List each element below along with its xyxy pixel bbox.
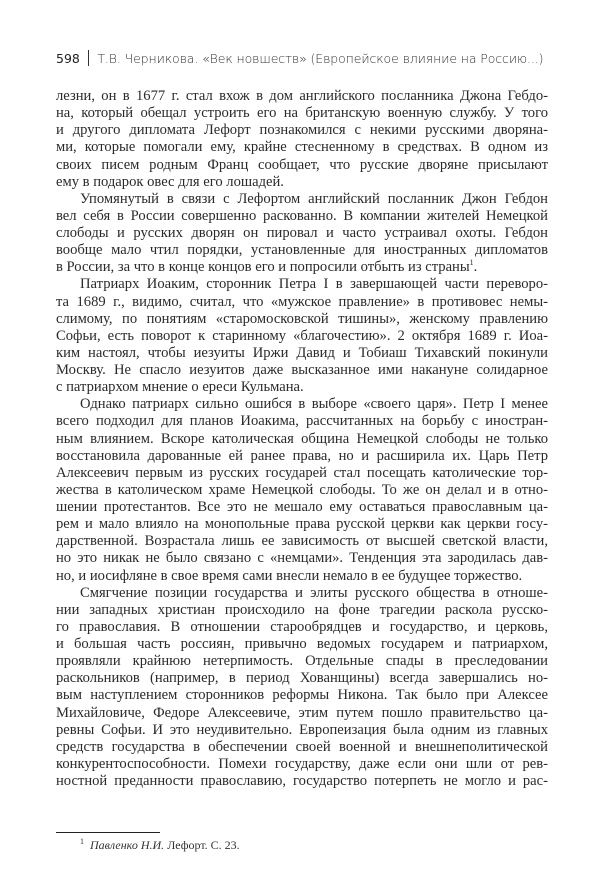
paragraph — [56, 396, 548, 584]
line-text: ми, которые помогали ему, крайне стесненному в средствах. В одном из — [56, 139, 548, 156]
text-line — [56, 602, 548, 619]
header-divider — [88, 50, 90, 66]
text-line — [56, 345, 548, 362]
text-line — [56, 276, 548, 293]
line-text: но, и иосифляне в свое время сами внесли немало в ее будущее торжество. — [56, 567, 523, 584]
text-line — [56, 431, 548, 448]
line-text: Софьи, есть поворот к старинному «благочестию». 2 октября 1689 г. Иоа- — [56, 327, 548, 344]
line-text: ным влиянием. Вскоре католическая община Немецкой слободы не только — [56, 430, 548, 447]
line-text: Михайловиче, Федоре Алексеевиче, этим путем пошло правительство ца- — [56, 704, 548, 721]
text-line — [56, 465, 548, 482]
line-text: своих писем родным Франц сообщает, что русские дворяне присылают — [56, 156, 548, 173]
text-line — [56, 482, 548, 499]
line-text: ким настоял, чтобы иезуиты Иржи Давид и Тобиаш Тихавский покинули — [56, 344, 548, 361]
line-text: на, который обещал устроить его на британскую военную службу. У того — [56, 105, 548, 122]
text-line — [56, 448, 548, 465]
line-text: раскольников (например, в период Хованщины) всегда завершались но- — [56, 670, 548, 687]
line-text: Патриарх Иоаким, сторонник Петра I в завершающей части переворо- — [80, 276, 548, 293]
line-text: та 1689 г., видимо, считал, что «мужское правление» в противовес немы- — [56, 293, 548, 310]
text-line — [56, 362, 548, 379]
line-text: и другого дипломата Лефорт познакомился с некими русскими дворяна- — [56, 122, 548, 139]
line-text: Смягчение позиции государства и элиты русского общества в отноше- — [80, 584, 548, 601]
text-line — [56, 687, 548, 704]
footnote-author: Павленко Н.И. — [90, 838, 165, 852]
line-text: Однако патриарх сильно ошибся в выборе «своего царя». Петр I менее — [80, 396, 548, 413]
line-text: дарственной. Возрастала лишь ее зависимость от высшей светской власти, — [56, 533, 548, 550]
text-line — [56, 533, 548, 550]
text-line — [56, 636, 548, 653]
text-line — [56, 191, 548, 208]
line-text: ревны Софьи. И это неудивительно. Европеизация была одним из главных — [56, 721, 548, 738]
text-line — [56, 174, 548, 191]
paragraph — [56, 276, 548, 396]
text-line — [56, 773, 548, 790]
line-text: вым наступлением сторонников реформы Никона. Так было при Алексее — [56, 687, 548, 704]
text-line — [56, 550, 548, 567]
line-text: ему в подарок овес для его лошадей. — [56, 173, 284, 190]
text-line — [56, 139, 548, 156]
text-line — [56, 653, 548, 670]
line-text: Москву. Не спасло иезуитов даже высказанное ими накануне солидарное — [56, 362, 548, 378]
line-text: и большая часть россиян, привычно ведомых государем и патриархом, — [56, 636, 548, 652]
text-line — [56, 208, 548, 225]
line-text: вел себя в России совершенно раскованно. В компании жителей Немецкой — [56, 207, 548, 224]
text-line — [56, 311, 548, 328]
text-line — [56, 294, 548, 311]
line-text: нии западных христиан происходило на фоне трагедии раскола русско- — [56, 601, 548, 618]
paragraph — [56, 585, 548, 791]
line-text: конкурентоспособности. Помехи государству, даже если они шли от рев- — [56, 755, 548, 772]
paragraph — [56, 88, 548, 191]
text-line — [56, 670, 548, 687]
line-text: лезни, он в 1677 г. стал вхож в дом английского посланника Джона Гебдо- — [56, 88, 548, 104]
line-text: Упомянутый в связи с Лефортом английский посланник Джон Гебдон — [80, 190, 548, 207]
line-text: с патриархом мнение о ереси Кульмана. — [56, 379, 304, 396]
text-line — [56, 499, 548, 516]
line-text: рем и мало влияло на монопольные права русской церкви как церкви госу- — [56, 516, 548, 533]
line-text: но это никак не было связано с «немцами». Тенденция эта зародилась дав- — [56, 550, 548, 567]
footnote-number: 1 — [80, 837, 84, 846]
text-line — [56, 722, 548, 739]
text-line — [56, 379, 548, 396]
line-text: Алексеевич первым из русских государей стал посещать католические тор- — [56, 464, 548, 481]
line-text: го православия. В отношении старообрядцев и государство, и церковь, — [56, 618, 548, 635]
footnote — [80, 838, 240, 853]
running-title: Т.В. Черникова. «Век новшеств» (Европейское влияние на Россию...) — [97, 51, 544, 66]
text-line: в России, за что в конце концов его и попросили отбыть из страны$^1$. — [56, 258, 478, 276]
line-text: ностной преданности православию, государство потерпеть не могло и рас- — [56, 773, 548, 789]
page-number: 598 — [56, 51, 80, 66]
running-header — [56, 50, 543, 66]
footnote-rule — [56, 832, 160, 833]
text-line — [56, 88, 548, 105]
line-text: восстановила дарованные ей ранее права, но и расширила их. Царь Петр — [56, 447, 548, 464]
body-text — [56, 88, 548, 790]
text-line — [56, 225, 548, 242]
text-line — [56, 122, 548, 139]
text-line — [56, 105, 548, 122]
line-text: в России, за что в конце концов его и попросили отбыть из страны — [56, 259, 470, 276]
line-text: всего подходил для планов Иоакима, рассчитанных на борьбу с иностран- — [56, 413, 548, 430]
line-text: шении протестантов. Все это не мешало ему оставаться православным ца- — [56, 499, 548, 515]
text-line — [56, 585, 548, 602]
line-text: жества в католическом храме Немецкой слободы. То же он делал и в отно- — [56, 481, 548, 498]
text-line — [56, 413, 548, 430]
footnote-reference[interactable]: 1 — [469, 258, 474, 268]
line-text: вообще мало чтил порядки, установленные для иностранных дипломатов — [56, 242, 548, 259]
line-text: средств государства в обеспечении своей военной и внешнеполитической — [56, 738, 548, 755]
line-text: проявляли крайнюю нетерпимость. Отдельные спады в преследовании — [56, 653, 548, 670]
text-line — [56, 619, 548, 636]
text-line — [56, 396, 548, 413]
text-line — [56, 705, 548, 722]
text-line — [56, 568, 548, 585]
footnote-text: Лефорт. С. 23. — [167, 838, 240, 852]
text-line — [56, 516, 548, 533]
text-line — [56, 242, 548, 259]
text-line — [56, 739, 548, 756]
text-line — [56, 328, 548, 345]
text-line — [56, 756, 548, 773]
line-text: слимому, по понятиям «старомосковской тишины», женскому правлению — [56, 310, 548, 327]
line-text: слободы и русских дворян он пировал и часто устраивал охоты. Гебдон — [56, 225, 548, 241]
paragraph — [56, 191, 548, 277]
text-line — [56, 157, 548, 174]
